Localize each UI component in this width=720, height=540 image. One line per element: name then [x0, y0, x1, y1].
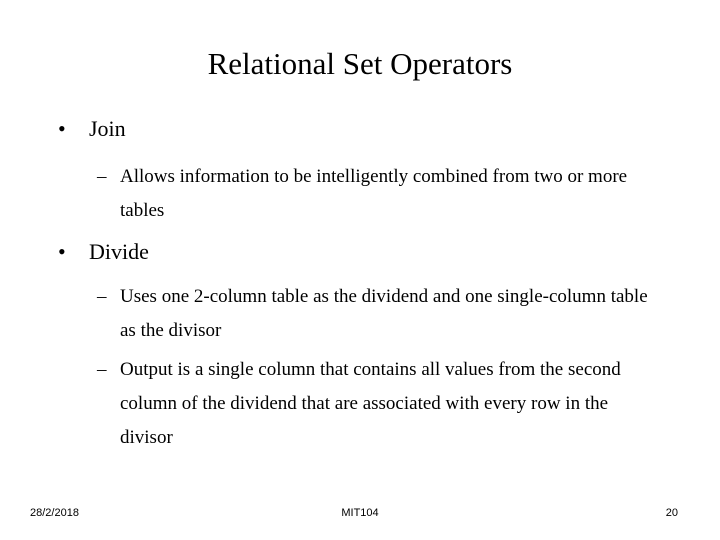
sub-bullet-dash: – — [97, 359, 107, 380]
footer-date: 28/2/2018 — [30, 507, 79, 519]
sub-bullet-dash: – — [97, 286, 107, 307]
bullet-dot: • — [58, 239, 66, 264]
sub-bullet-divide-1-text: Uses one 2-column table as the dividend and one single-column table as the divisor — [120, 286, 648, 341]
footer-page-number: 20 — [665, 507, 678, 519]
sub-bullet-divide-2-text: Output is a single column that contains all values from the second column of the dividend that are associated with every row in the divisor — [120, 359, 621, 448]
bullet-dot: • — [58, 116, 66, 141]
sub-bullet-join-1-text: Allows information to be intelligently combined from two or more tables — [120, 166, 628, 221]
footer-course: MIT104 — [341, 507, 379, 519]
bullet-join-text: Join — [89, 116, 126, 141]
slide-title: Relational Set Operators — [207, 46, 513, 81]
bullet-divide-text: Divide — [89, 239, 149, 264]
sub-bullet-dash: – — [97, 166, 107, 187]
